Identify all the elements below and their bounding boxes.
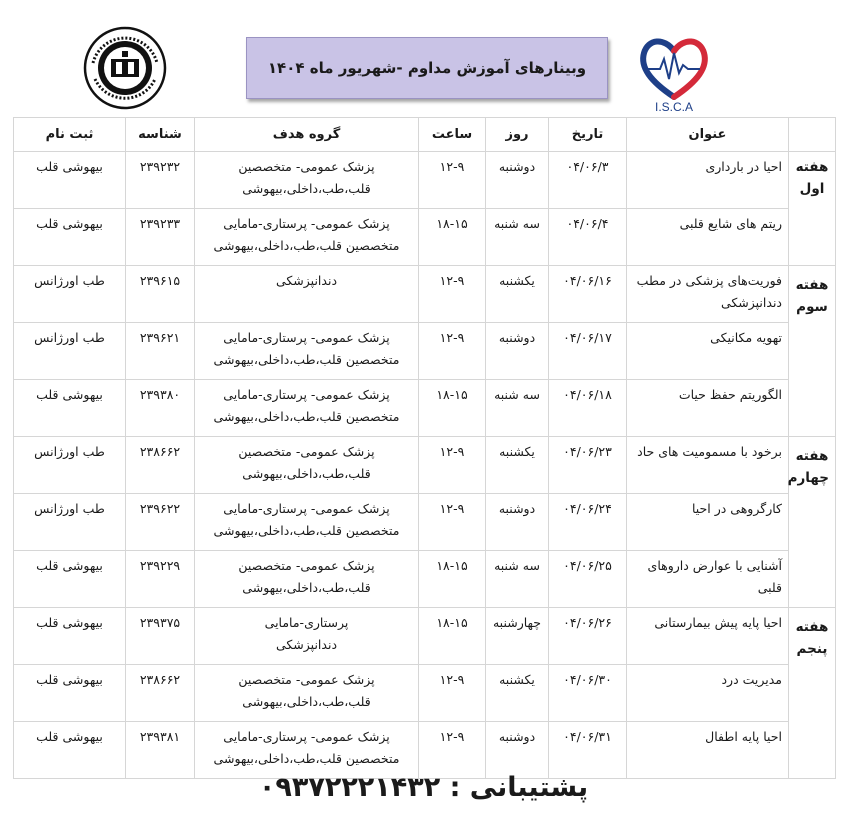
- table-row: [14, 665, 836, 722]
- audience-line: قلب،طب،داخلی،بیهوشی: [242, 580, 371, 595]
- topic-cell: آشنایی با عوارض داروهای قلبی: [627, 551, 789, 608]
- registration-cell: طب اورژانس: [14, 494, 126, 551]
- support-label: پشتیبانی :: [449, 772, 589, 803]
- isca-logo-text: I.S.C.A: [654, 100, 694, 114]
- audience-cell: [195, 551, 419, 608]
- audience-line: پرستاری-مامایی: [264, 615, 349, 630]
- day-cell: یکشنبه: [486, 437, 549, 494]
- header-topic: عنوان: [627, 118, 789, 152]
- audience-line: پزشک عمومی- پرستاری-مامایی: [223, 387, 390, 402]
- code-cell: ۲۳۸۶۶۲: [126, 437, 195, 494]
- code-cell: ۲۳۹۶۲۱: [126, 323, 195, 380]
- table-header-row: [14, 118, 836, 152]
- audience-cell: [195, 437, 419, 494]
- table-row: [14, 380, 836, 437]
- date-cell: ۰۴/۰۶/۱۷: [549, 323, 627, 380]
- date-cell: ۰۴/۰۶/۳: [549, 152, 627, 209]
- day-cell: دوشنبه: [486, 152, 549, 209]
- registration-cell: بیهوشی قلب: [14, 608, 126, 665]
- header-week: [789, 118, 836, 152]
- time-cell: ۱۲-۹: [419, 437, 486, 494]
- header-audience: گروه هدف: [195, 118, 419, 152]
- code-cell: ۲۳۹۲۳۲: [126, 152, 195, 209]
- code-cell: ۲۳۹۶۲۲: [126, 494, 195, 551]
- code-cell: ۲۳۹۲۲۹: [126, 551, 195, 608]
- time-cell: ۱۲-۹: [419, 266, 486, 323]
- day-cell: چهارشنبه: [486, 608, 549, 665]
- date-cell: ۰۴/۰۶/۳۰: [549, 665, 627, 722]
- support-line: [0, 772, 847, 803]
- day-cell: سه شنبه: [486, 551, 549, 608]
- audience-line: متخصصین قلب،طب،داخلی،بیهوشی: [213, 352, 400, 367]
- registration-cell: بیهوشی قلب: [14, 152, 126, 209]
- audience-cell: [195, 665, 419, 722]
- page-title-box: [246, 37, 608, 99]
- week-label: هفته پنجم: [789, 608, 836, 779]
- webinar-schedule-table: [13, 117, 836, 779]
- week-label: هفته چهارم: [789, 437, 836, 608]
- audience-line: قلب،طب،داخلی،بیهوشی: [242, 694, 371, 709]
- header-code: شناسه: [126, 118, 195, 152]
- table-row: [14, 323, 836, 380]
- registration-cell: بیهوشی قلب: [14, 665, 126, 722]
- audience-cell: [195, 494, 419, 551]
- registration-cell: طب اورژانس: [14, 323, 126, 380]
- topic-cell: ریتم های شایع قلبی: [627, 209, 789, 266]
- registration-cell: بیهوشی قلب: [14, 209, 126, 266]
- day-cell: دوشنبه: [486, 722, 549, 779]
- table-row: [14, 608, 836, 665]
- day-cell: یکشنبه: [486, 266, 549, 323]
- audience-line: قلب،طب،داخلی،بیهوشی: [242, 181, 371, 196]
- table-row: [14, 494, 836, 551]
- time-cell: ۱۸-۱۵: [419, 380, 486, 437]
- header-registration: ثبت نام: [14, 118, 126, 152]
- date-cell: ۰۴/۰۶/۲۵: [549, 551, 627, 608]
- audience-line: پزشک عمومی- متخصصین: [238, 672, 375, 687]
- code-cell: ۲۳۹۳۸۱: [126, 722, 195, 779]
- audience-cell: [195, 722, 419, 779]
- table-row: [14, 437, 836, 494]
- emergency-society-logo-icon: [78, 23, 173, 113]
- audience-cell: [195, 380, 419, 437]
- time-cell: ۱۲-۹: [419, 494, 486, 551]
- topic-cell: تهویه مکانیکی: [627, 323, 789, 380]
- time-cell: ۱۲-۹: [419, 722, 486, 779]
- page-title: وبینارهای آموزش مداوم -شهریور ماه ۱۴۰۴: [267, 59, 587, 77]
- audience-line: پزشک عمومی- پرستاری-مامایی: [223, 216, 390, 231]
- audience-line: پزشک عمومی- متخصصین: [238, 558, 375, 573]
- topic-cell: برخود با مسمومیت های حاد: [627, 437, 789, 494]
- week-label: هفته اول: [789, 152, 836, 266]
- topic-cell: فوریت‌های پزشکی در مطب دندانپزشکی: [627, 266, 789, 323]
- time-cell: ۱۸-۱۵: [419, 209, 486, 266]
- audience-line: متخصصین قلب،طب،داخلی،بیهوشی: [213, 238, 400, 253]
- time-cell: ۱۲-۹: [419, 152, 486, 209]
- registration-cell: طب اورژانس: [14, 437, 126, 494]
- registration-cell: بیهوشی قلب: [14, 380, 126, 437]
- header-day: روز: [486, 118, 549, 152]
- table-row: [14, 152, 836, 209]
- day-cell: سه شنبه: [486, 380, 549, 437]
- date-cell: ۰۴/۰۶/۳۱: [549, 722, 627, 779]
- date-cell: ۰۴/۰۶/۲۳: [549, 437, 627, 494]
- date-cell: ۰۴/۰۶/۱۶: [549, 266, 627, 323]
- date-cell: ۰۴/۰۶/۱۸: [549, 380, 627, 437]
- date-cell: ۰۴/۰۶/۲۴: [549, 494, 627, 551]
- time-cell: ۱۸-۱۵: [419, 608, 486, 665]
- time-cell: ۱۲-۹: [419, 665, 486, 722]
- audience-cell: [195, 608, 419, 665]
- registration-cell: طب اورژانس: [14, 266, 126, 323]
- registration-cell: بیهوشی قلب: [14, 722, 126, 779]
- topic-cell: احیا پایه اطفال: [627, 722, 789, 779]
- audience-line: قلب،طب،داخلی،بیهوشی: [242, 466, 371, 481]
- audience-line: متخصصین قلب،طب،داخلی،بیهوشی: [213, 523, 400, 538]
- table-row: [14, 551, 836, 608]
- day-cell: دوشنبه: [486, 494, 549, 551]
- audience-cell: [195, 323, 419, 380]
- time-cell: ۱۸-۱۵: [419, 551, 486, 608]
- audience-line: پزشک عمومی- متخصصین: [238, 159, 375, 174]
- table-row: [14, 209, 836, 266]
- table-row: [14, 722, 836, 779]
- audience-line: پزشک عمومی- پرستاری-مامایی: [223, 729, 390, 744]
- audience-line: متخصصین قلب،طب،داخلی،بیهوشی: [213, 751, 400, 766]
- date-cell: ۰۴/۰۶/۲۶: [549, 608, 627, 665]
- topic-cell: الگوریتم حفظ حیات: [627, 380, 789, 437]
- date-cell: ۰۴/۰۶/۴: [549, 209, 627, 266]
- audience-line: متخصصین قلب،طب،داخلی،بیهوشی: [213, 409, 400, 424]
- code-cell: ۲۳۹۳۸۰: [126, 380, 195, 437]
- support-phone[interactable]: ۰۹۳۷۲۲۲۱۴۳۲: [258, 772, 441, 803]
- audience-line: پزشک عمومی- پرستاری-مامایی: [223, 501, 390, 516]
- header-time: ساعت: [419, 118, 486, 152]
- header-date: تاریخ: [549, 118, 627, 152]
- code-cell: ۲۳۸۶۶۲: [126, 665, 195, 722]
- audience-line: پزشک عمومی- پرستاری-مامایی: [223, 330, 390, 345]
- audience-cell: [195, 152, 419, 209]
- day-cell: یکشنبه: [486, 665, 549, 722]
- audience-line: دندانپزشکی: [275, 273, 338, 288]
- registration-cell: بیهوشی قلب: [14, 551, 126, 608]
- week-label: هفته سوم: [789, 266, 836, 437]
- audience-line: دندانپزشکی: [275, 637, 338, 652]
- day-cell: سه شنبه: [486, 209, 549, 266]
- day-cell: دوشنبه: [486, 323, 549, 380]
- code-cell: ۲۳۹۶۱۵: [126, 266, 195, 323]
- topic-cell: احیا در بارداری: [627, 152, 789, 209]
- code-cell: ۲۳۹۲۳۳: [126, 209, 195, 266]
- isca-heart-logo-icon: [634, 27, 714, 115]
- audience-line: پزشک عمومی- متخصصین: [238, 444, 375, 459]
- table-row: [14, 266, 836, 323]
- code-cell: ۲۳۹۳۷۵: [126, 608, 195, 665]
- topic-cell: کارگروهی در احیا: [627, 494, 789, 551]
- audience-cell: [195, 209, 419, 266]
- audience-cell: [195, 266, 419, 323]
- topic-cell: احیا پایه پیش بیمارستانی: [627, 608, 789, 665]
- topic-cell: مدیریت درد: [627, 665, 789, 722]
- time-cell: ۱۲-۹: [419, 323, 486, 380]
